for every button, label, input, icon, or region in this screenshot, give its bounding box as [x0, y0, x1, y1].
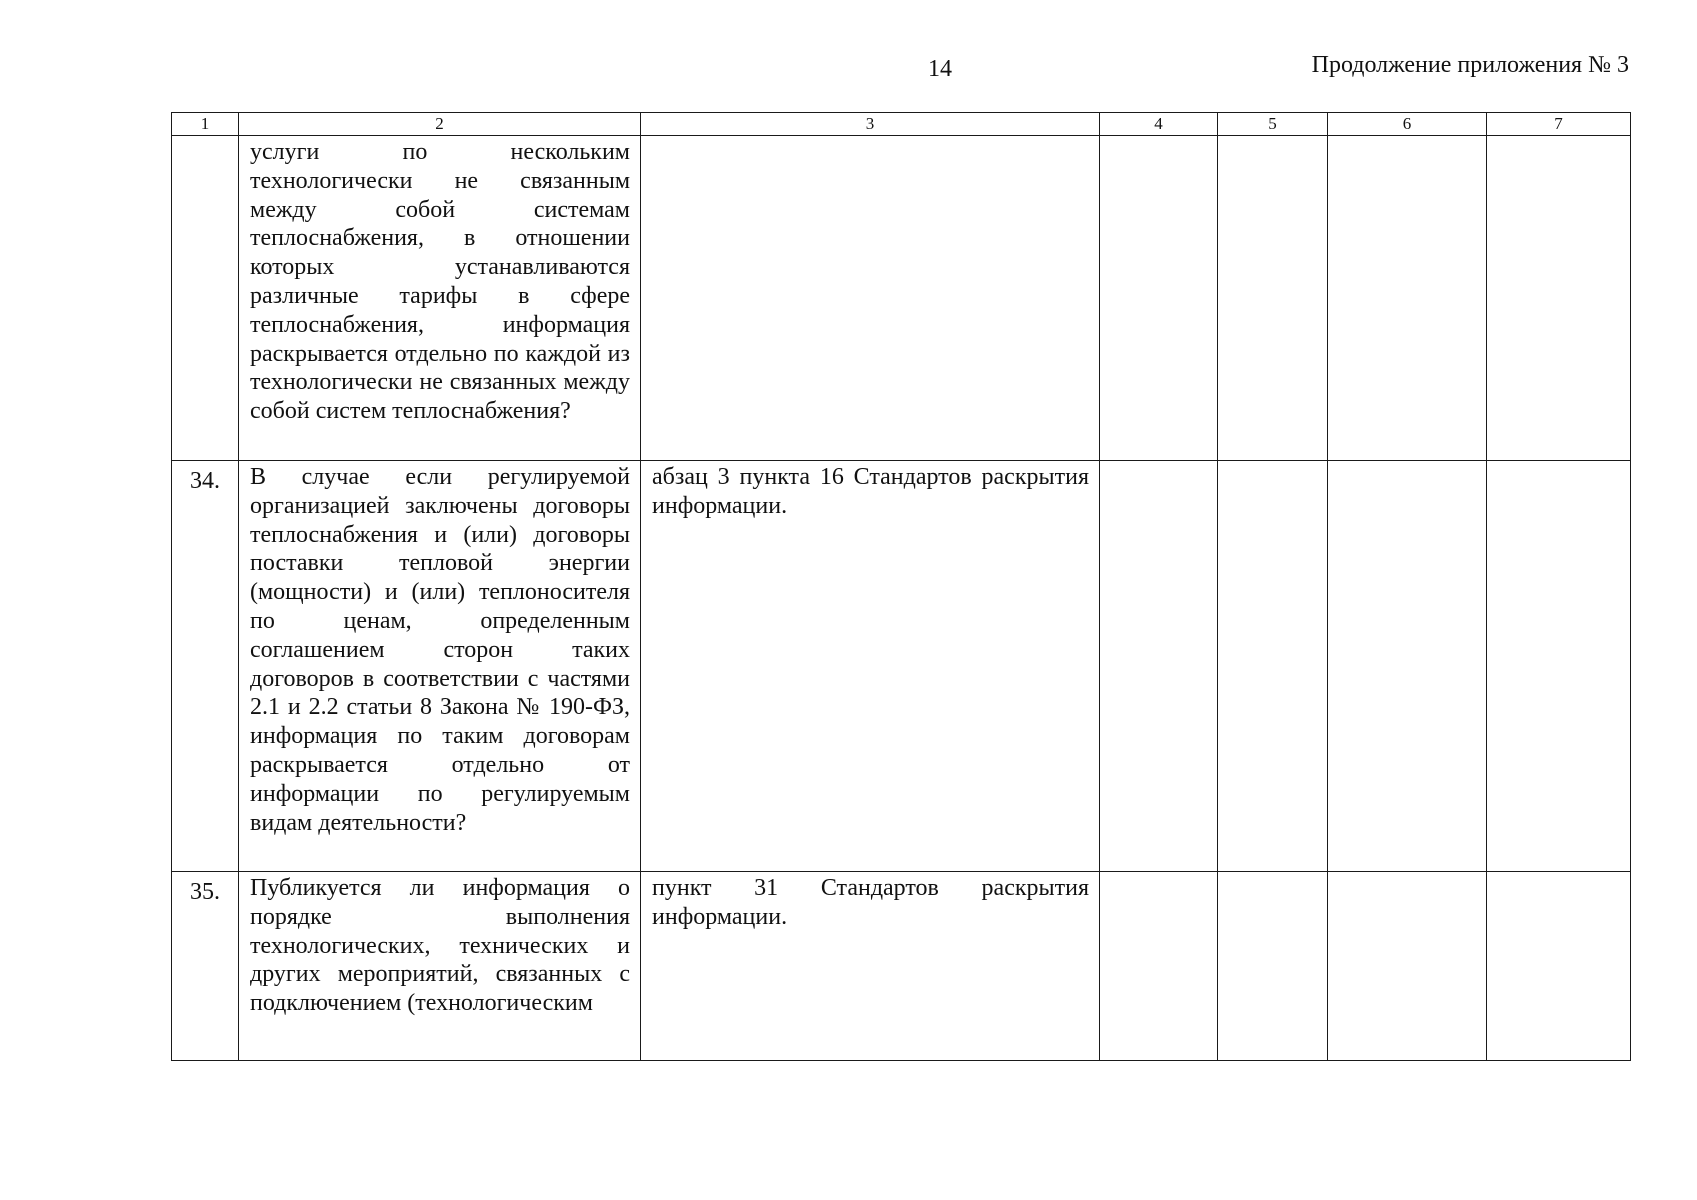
legal-basis-text: пункт 31 Стандартов раскрытия информации.	[641, 872, 1100, 1061]
column-header: 3	[641, 113, 1100, 136]
row-number: 35.	[172, 872, 239, 1061]
answer-cell	[1100, 872, 1218, 1061]
column-header: 1	[172, 113, 239, 136]
page-number: 14	[928, 56, 952, 82]
answer-cell	[1328, 136, 1487, 461]
question-text: Публикуется ли информация о порядке выполнения технологических, технических и других мероприятий, связанных с подключением (технологическим	[239, 872, 641, 1061]
answer-cell	[1218, 461, 1328, 872]
column-header: 5	[1218, 113, 1328, 136]
legal-basis-text	[641, 136, 1100, 461]
answer-cell	[1487, 136, 1631, 461]
question-text: услуги по нескольким технологически не связанным между собой системам теплоснабжения, в отношении которых устанавливаются различные тарифы в сфере теплоснабжения, информация раскрывается отдельно по каждой из технологически не связанных между собой систем теплоснабжения?	[239, 136, 641, 461]
column-header: 6	[1328, 113, 1487, 136]
row-number: 34.	[172, 461, 239, 872]
answer-cell	[1100, 136, 1218, 461]
answer-cell	[1487, 872, 1631, 1061]
checklist-table	[171, 112, 1631, 1061]
table-row	[172, 136, 1631, 461]
table-row	[172, 461, 1631, 872]
continuation-label: Продолжение приложения № 3	[1311, 52, 1629, 78]
column-header: 7	[1487, 113, 1631, 136]
answer-cell	[1487, 461, 1631, 872]
column-header: 2	[239, 113, 641, 136]
answer-cell	[1328, 461, 1487, 872]
answer-cell	[1218, 136, 1328, 461]
question-text: В случае если регулируемой организацией заключены договоры теплоснабжения и (или) договоры поставки тепловой энергии (мощности) и (или) теплоносителя по ценам, определенным соглашением сторон таких договоров в соответствии с частями 2.1 и 2.2 статьи 8 Закона № 190-ФЗ, информация по таким договорам раскрывается отдельно от информации по регулируемым видам деятельности?	[239, 461, 641, 872]
table-row	[172, 872, 1631, 1061]
answer-cell	[1218, 872, 1328, 1061]
answer-cell	[1328, 872, 1487, 1061]
legal-basis-text: абзац 3 пункта 16 Стандартов раскрытия информации.	[641, 461, 1100, 872]
answer-cell	[1100, 461, 1218, 872]
column-header: 4	[1100, 113, 1218, 136]
table-header-row	[172, 113, 1631, 136]
row-number	[172, 136, 239, 461]
